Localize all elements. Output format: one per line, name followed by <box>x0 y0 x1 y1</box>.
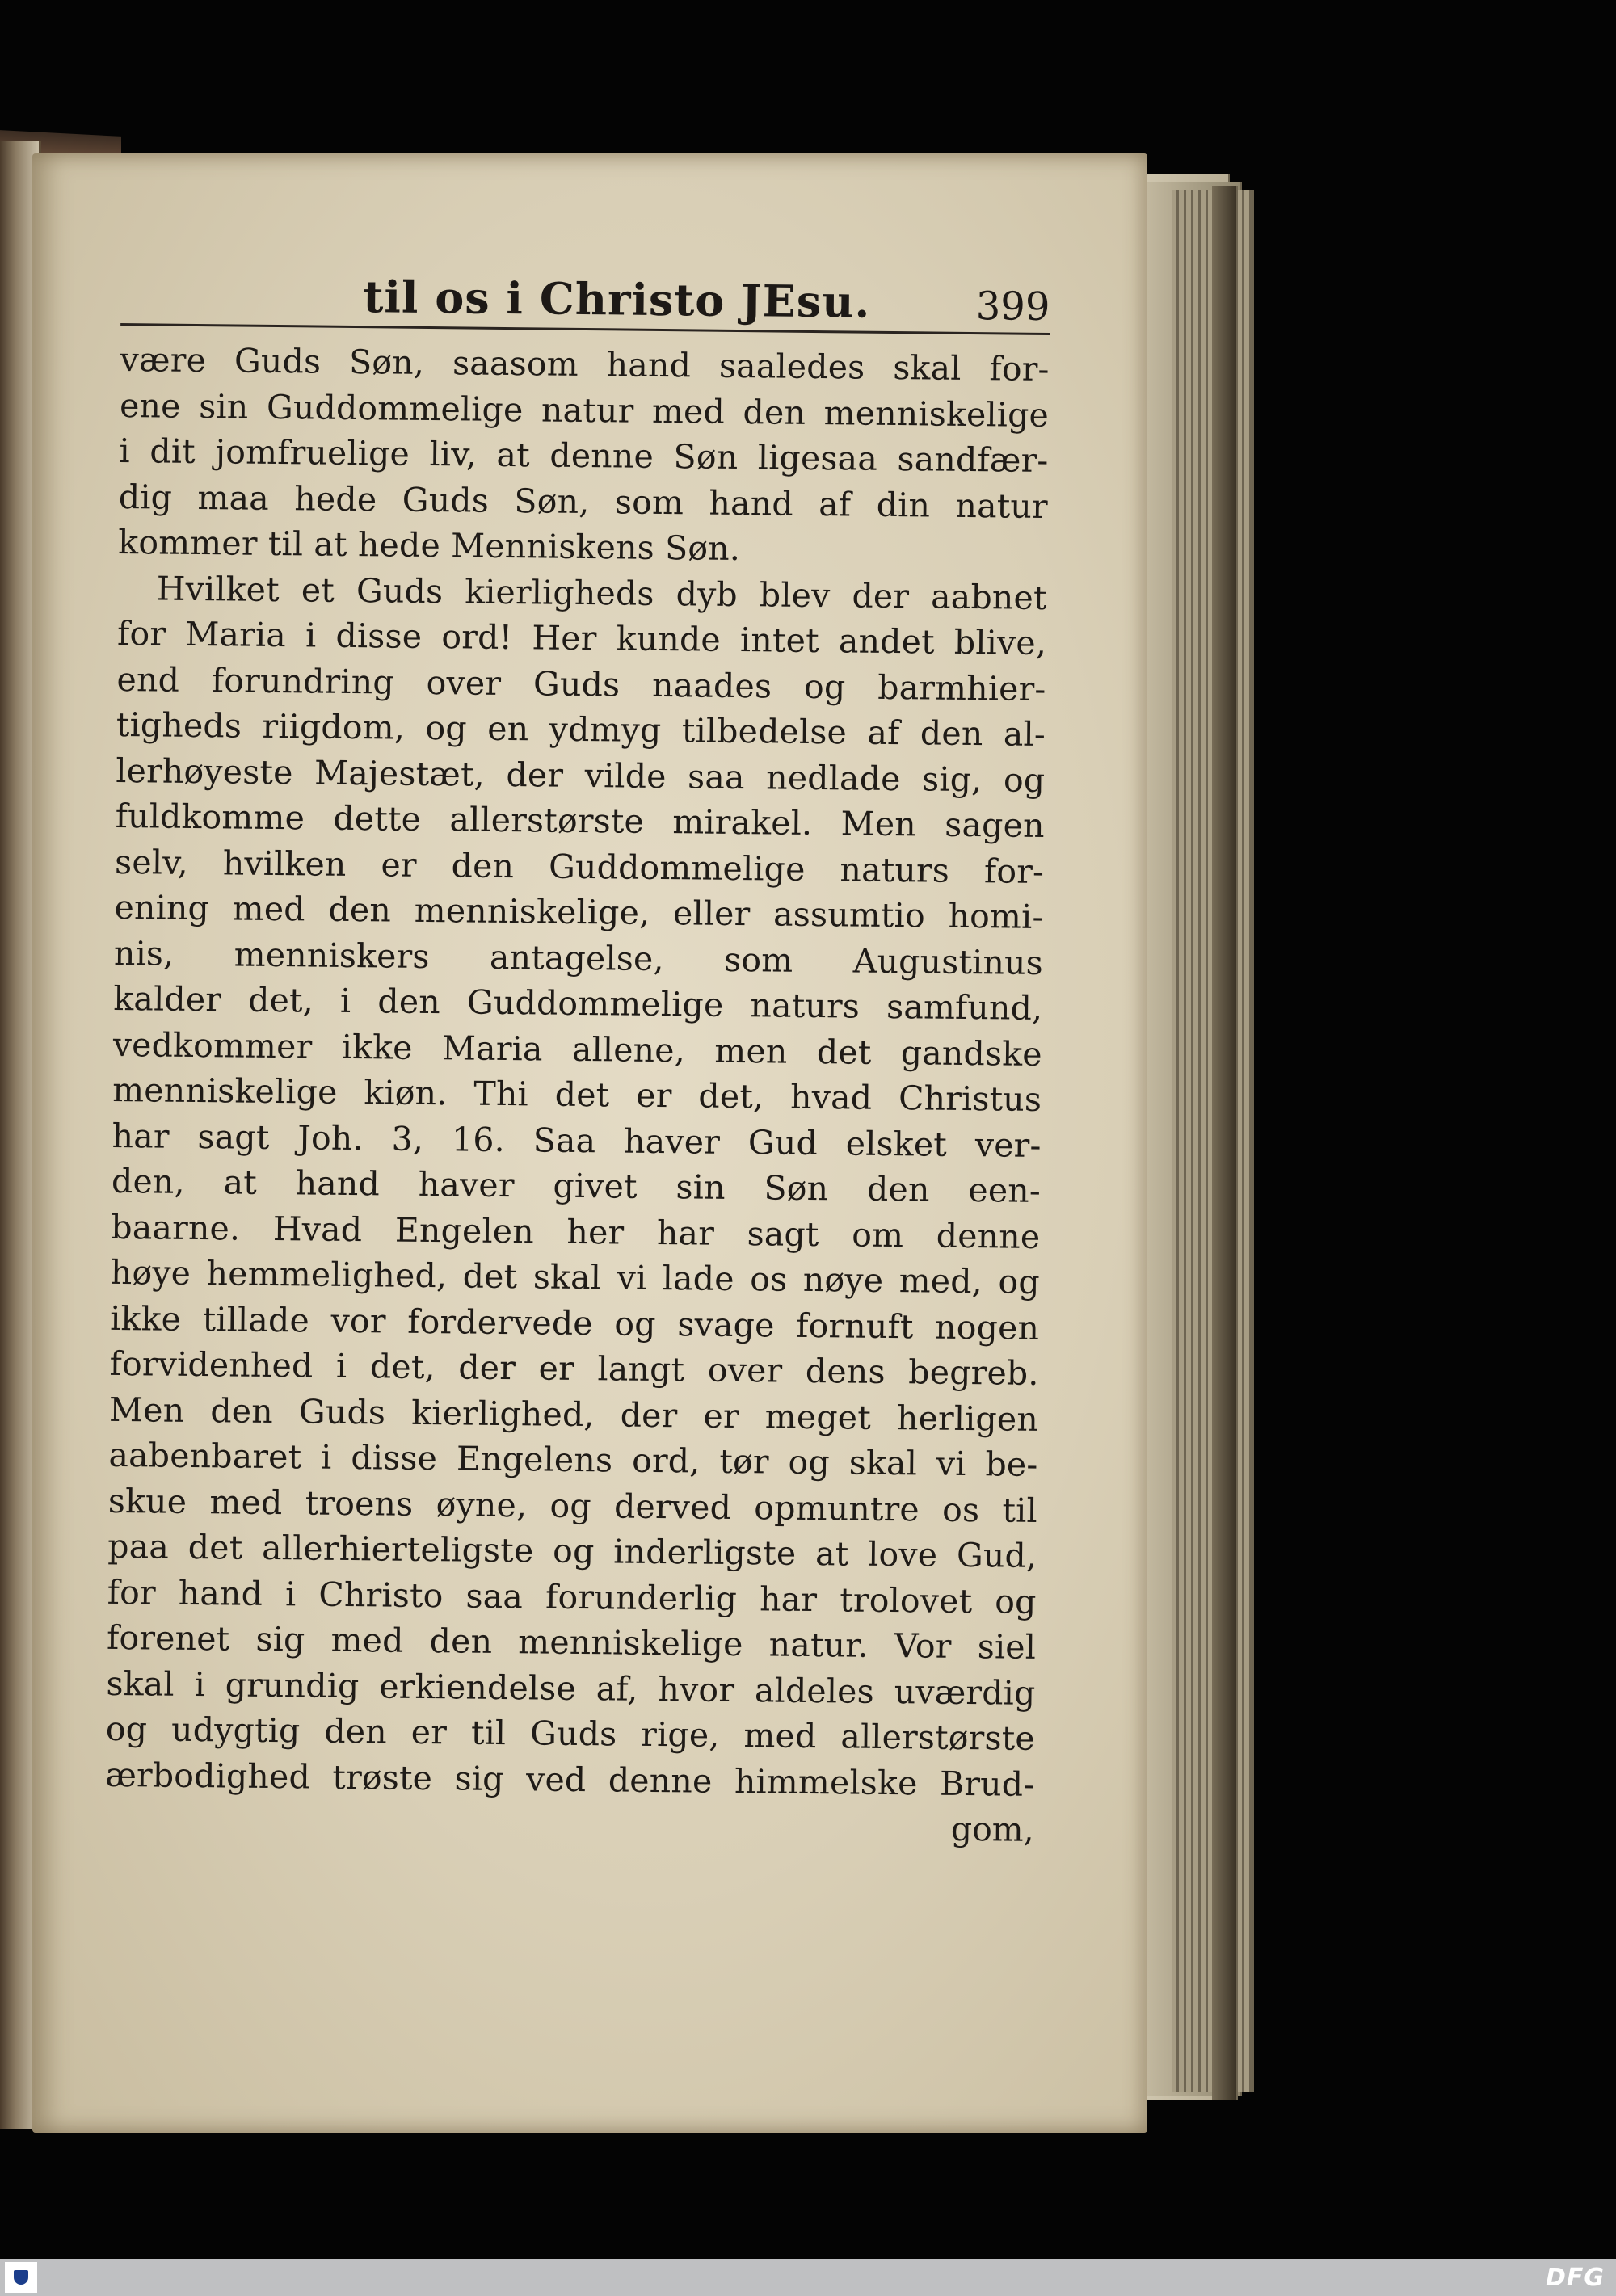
text-line: end forundring over Guds naades og barmhier- <box>116 659 1046 709</box>
catchword: gom, <box>950 1809 1034 1849</box>
text-line: den, at hand haver givet sin Søn den een- <box>111 1161 1042 1210</box>
text-line: har sagt Joh. 3, 16. Saa haver Gud elsket ver- <box>112 1116 1042 1165</box>
text-line: for Maria i disse ord! Her kunde intet andet blive, <box>116 613 1047 663</box>
text-line: ene sin Guddommelige natur med den menniskelige <box>119 385 1050 435</box>
library-crest-icon <box>5 2262 37 2293</box>
viewer-footer-bar <box>0 2259 1616 2296</box>
text-line: ikke tillade vor fordervede og svage fornuft nogen <box>110 1298 1040 1348</box>
text-line: kommer til at hede Menniskens Søn. <box>118 522 741 569</box>
text-line: dig maa hede Guds Søn, som hand af din natur <box>118 477 1049 526</box>
running-head <box>120 259 1050 335</box>
text-line: kalder det, i den Guddommelige naturs samfund, <box>113 978 1043 1028</box>
text-line: skal i grundig erkiendelse af, hvor aldeles uværdig <box>106 1663 1036 1713</box>
text-line: lerhøyeste Majestæt, der vilde saa nedlade sig, og <box>116 751 1046 800</box>
text-line: vedkommer ikke Maria allene, men det gandske <box>112 1024 1043 1074</box>
text-line: forenet sig med den menniskelige natur. Vor siel <box>106 1617 1037 1667</box>
text-line: skue med troens øyne, og derved opmuntre os til <box>107 1481 1038 1530</box>
text-line: paa det allerhierteligste og inderligste at love Gud, <box>107 1526 1037 1575</box>
text-line: i dit jomfruelige liv, at denne Søn ligesaa sandfær- <box>119 431 1049 481</box>
text-line: aabenbaret i disse Engelens ord, tør og skal vi be- <box>108 1435 1038 1484</box>
text-line: ærbodighed trøste sig ved denne himmelske Brud- <box>105 1755 1035 1804</box>
text-line: baarne. Hvad Engelen her har sagt om denne <box>111 1207 1041 1256</box>
dfg-logo: DFG <box>1545 2264 1605 2292</box>
book-page <box>32 153 1147 2133</box>
text-line: og udygtig den er til Guds rige, med allerstørste <box>105 1709 1036 1758</box>
text-line: selv, hvilken er den Guddommelige naturs for- <box>114 842 1045 891</box>
text-line: Men den Guds kierlighed, der er meget herligen <box>108 1390 1039 1439</box>
text-line: være Guds Søn, saasom hand saaledes skal for- <box>120 339 1050 389</box>
text-block <box>104 259 1050 1852</box>
text-line: forvidenhed i det, der er langt over dens begreb. <box>109 1344 1039 1393</box>
text-line: høye hemmelighed, det skal vi lade os nøye med, og <box>110 1252 1041 1301</box>
text-line: nis, menniskers antagelse, som Augustinus <box>113 933 1044 982</box>
text-line: tigheds riigdom, og en ydmyg tilbedelse af den al- <box>116 704 1046 755</box>
crest-shield-icon <box>14 2270 28 2285</box>
running-title: til os i Christo JEsu. <box>363 271 871 328</box>
text-line: for hand i Christo saa forunderlig har trolovet og <box>107 1572 1037 1621</box>
text-line: ening med den menniskelige, eller assumtio homi- <box>114 887 1044 936</box>
page-number: 399 <box>975 284 1050 330</box>
text-line: Hvilket et Guds kierligheds dyb blev der aabnet <box>156 568 1047 617</box>
text-line: menniskelige kiøn. Thi det er det, hvad Christus <box>112 1070 1042 1119</box>
page-stack-edge <box>1212 186 1238 2100</box>
text-line: fuldkomme dette allerstørste mirakel. Men sagen <box>115 796 1045 846</box>
